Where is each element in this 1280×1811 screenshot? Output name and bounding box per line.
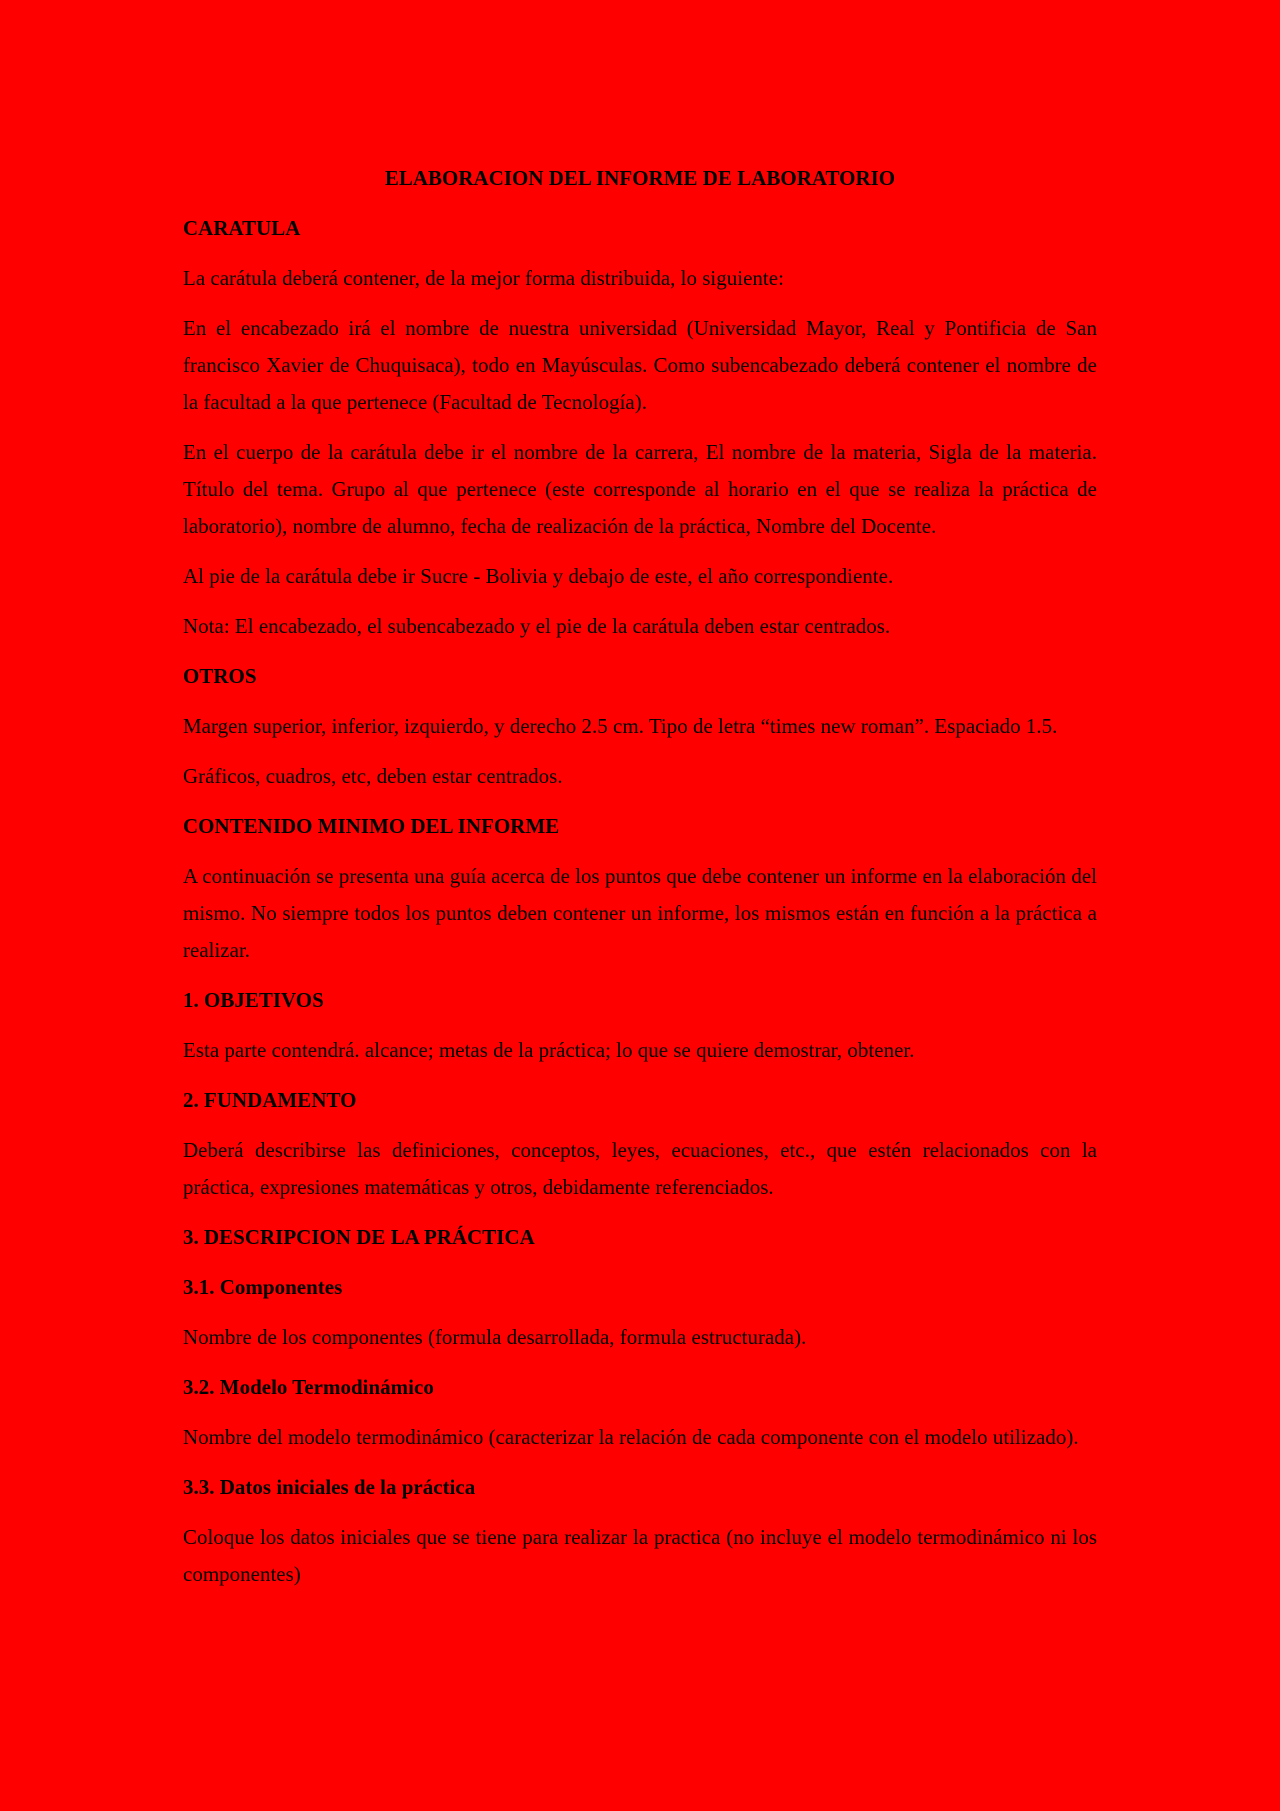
subsection-heading-modelo: 3.2. Modelo Termodinámico: [183, 1375, 434, 1399]
subsection-heading-datos: 3.3. Datos iniciales de la práctica: [183, 1475, 476, 1499]
paragraph: Margen superior, inferior, izquierdo, y derecho 2.5 cm. Tipo de letra “times new roman”. Espaciado 1.5.: [183, 714, 1058, 738]
paragraph: Nota: El encabezado, el subencabezado y el pie de la carátula deben estar centrados.: [183, 614, 891, 638]
paragraph: Coloque los datos iniciales que se tiene para realizar la practica (no incluye el modelo termodinámico ni los componentes): [183, 1525, 1097, 1586]
section-heading-otros: OTROS: [183, 664, 257, 688]
paragraph: Gráficos, cuadros, etc, deben estar centrados.: [183, 764, 563, 788]
section-heading-contenido: CONTENIDO MINIMO DEL INFORME: [183, 814, 560, 838]
document-title: ELABORACION DEL INFORME DE LABORATORIO: [384, 166, 896, 190]
paragraph: En el cuerpo de la carátula debe ir el nombre de la carrera, El nombre de la materia, Sigla de la materia. Título del tema. Grupo al que pertenece (este corresponde al horario en el que se realiza la práctica de laboratorio), nombre de alumno, fecha de realización de la práctica, Nombre del Docente.: [183, 440, 1097, 538]
paragraph: Al pie de la carátula debe ir Sucre - Bolivia y debajo de este, el año correspondiente.: [183, 564, 894, 588]
paragraph: Nombre del modelo termodinámico (caracterizar la relación de cada componente con el modelo utilizado).: [183, 1425, 1079, 1449]
paragraph: La carátula deberá contener, de la mejor forma distribuida, lo siguiente:: [183, 266, 784, 290]
section-heading-objetivos: 1. OBJETIVOS: [183, 988, 324, 1012]
paragraph: A continuación se presenta una guía acerca de los puntos que debe contener un informe en la elaboración del mismo. No siempre todos los puntos deben contener un informe, los mismos están en función a la práctica a realizar.: [183, 864, 1097, 962]
document-body: [183, 160, 1097, 1606]
paragraph: Nombre de los componentes (formula desarrollada, formula estructurada).: [183, 1325, 807, 1349]
paragraph: En el encabezado irá el nombre de nuestra universidad (Universidad Mayor, Real y Pontificia de San francisco Xavier de Chuquisaca), todo en Mayúsculas. Como subencabezado deberá contener el nombre de la facultad a la que pertenece (Facultad de Tecnología).: [183, 316, 1097, 414]
section-heading-fundamento: 2. FUNDAMENTO: [183, 1088, 357, 1112]
section-heading-caratula: CARATULA: [183, 216, 301, 240]
paragraph: Deberá describirse las definiciones, conceptos, leyes, ecuaciones, etc., que estén relacionados con la práctica, expresiones matemáticas y otros, debidamente referenciados.: [183, 1138, 1097, 1199]
subsection-heading-componentes: 3.1. Componentes: [183, 1275, 343, 1299]
section-heading-descripcion: 3. DESCRIPCION DE LA PRÁCTICA: [183, 1225, 535, 1249]
paragraph: Esta parte contendrá. alcance; metas de la práctica; lo que se quiere demostrar, obtener.: [183, 1038, 915, 1062]
